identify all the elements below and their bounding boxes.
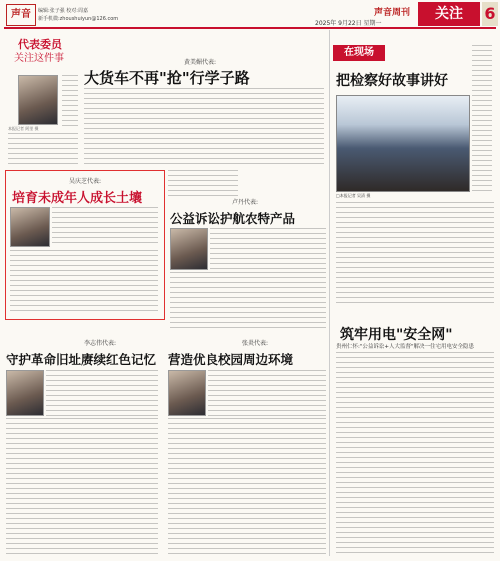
headline-campus: 营造优良校园周边环境: [168, 352, 294, 367]
photo-caption: 本报记者 阿里 摄: [8, 126, 39, 131]
body-mid-col: [168, 170, 238, 196]
body-safety: [336, 352, 494, 556]
body-memory-2: [6, 418, 158, 556]
speaker-minor: 吴庆芝代表:: [68, 178, 102, 185]
paper-name: 声音周刊: [374, 8, 411, 18]
kicker-title: 代表委员: [18, 38, 62, 51]
body-campus-1: [208, 370, 326, 416]
masthead-logo: 声音: [6, 4, 36, 26]
headline-safety: 筑牢用电"安全网": [340, 327, 453, 343]
scene-photo-caption: □本报记者 吴清 摄: [336, 193, 371, 198]
portrait-photo-public: [170, 228, 208, 270]
speaker-public: 卢丹代表:: [231, 199, 259, 206]
masthead-editor-line: 编辑:张子强 校对:周嘉: [38, 8, 88, 14]
subtitle-safety: 贵州仁怀:"公益诉讼+人大监督"解决一住宅用电安全隐患: [336, 344, 475, 350]
issue-date: 2025年 9月22日 星期一: [315, 20, 382, 27]
sidebar-vertical-text: [472, 45, 492, 195]
kicker-subtitle: 关注这件事: [14, 53, 64, 64]
body-minor-2: [10, 250, 158, 314]
body-public-1: [210, 228, 326, 270]
headline-minor: 培育未成年人成长土壤: [12, 191, 143, 206]
body-memory-1: [46, 370, 158, 416]
headline-memory: 守护革命旧址赓续红色记忆: [6, 352, 157, 367]
body-campus-2: [168, 418, 326, 556]
portrait-photo-1: [18, 75, 58, 125]
intro-text: [62, 75, 78, 130]
speaker-truck: 黄美媚代表:: [183, 59, 217, 66]
scene-photo: [336, 95, 470, 192]
portrait-photo-minor: [10, 207, 50, 247]
column-divider: [329, 30, 330, 556]
portrait-photo-campus: [168, 370, 206, 416]
headline-truck: 大货车不再"抢"行学子路: [84, 69, 250, 87]
body-scene: [336, 202, 494, 307]
section-bar-scene: 在现场: [333, 45, 385, 61]
speaker-campus: 张炎代表:: [241, 340, 269, 347]
headline-public: 公益诉讼护航农特产品: [170, 211, 296, 226]
body-minor-1: [52, 207, 158, 247]
intro-text-2: [8, 133, 78, 167]
speaker-memory: 李志伟代表:: [83, 340, 117, 347]
body-truck: [84, 88, 324, 166]
masthead-email-line: 新手机微:zhoushuiyun@126.com: [38, 16, 119, 22]
section-title: 关注: [418, 2, 480, 26]
page-number: 6: [482, 2, 498, 26]
headline-scene: 把检察好故事讲好: [336, 73, 448, 89]
masthead-rule: [4, 27, 496, 29]
body-public-2: [170, 272, 326, 332]
portrait-photo-memory: [6, 370, 44, 416]
